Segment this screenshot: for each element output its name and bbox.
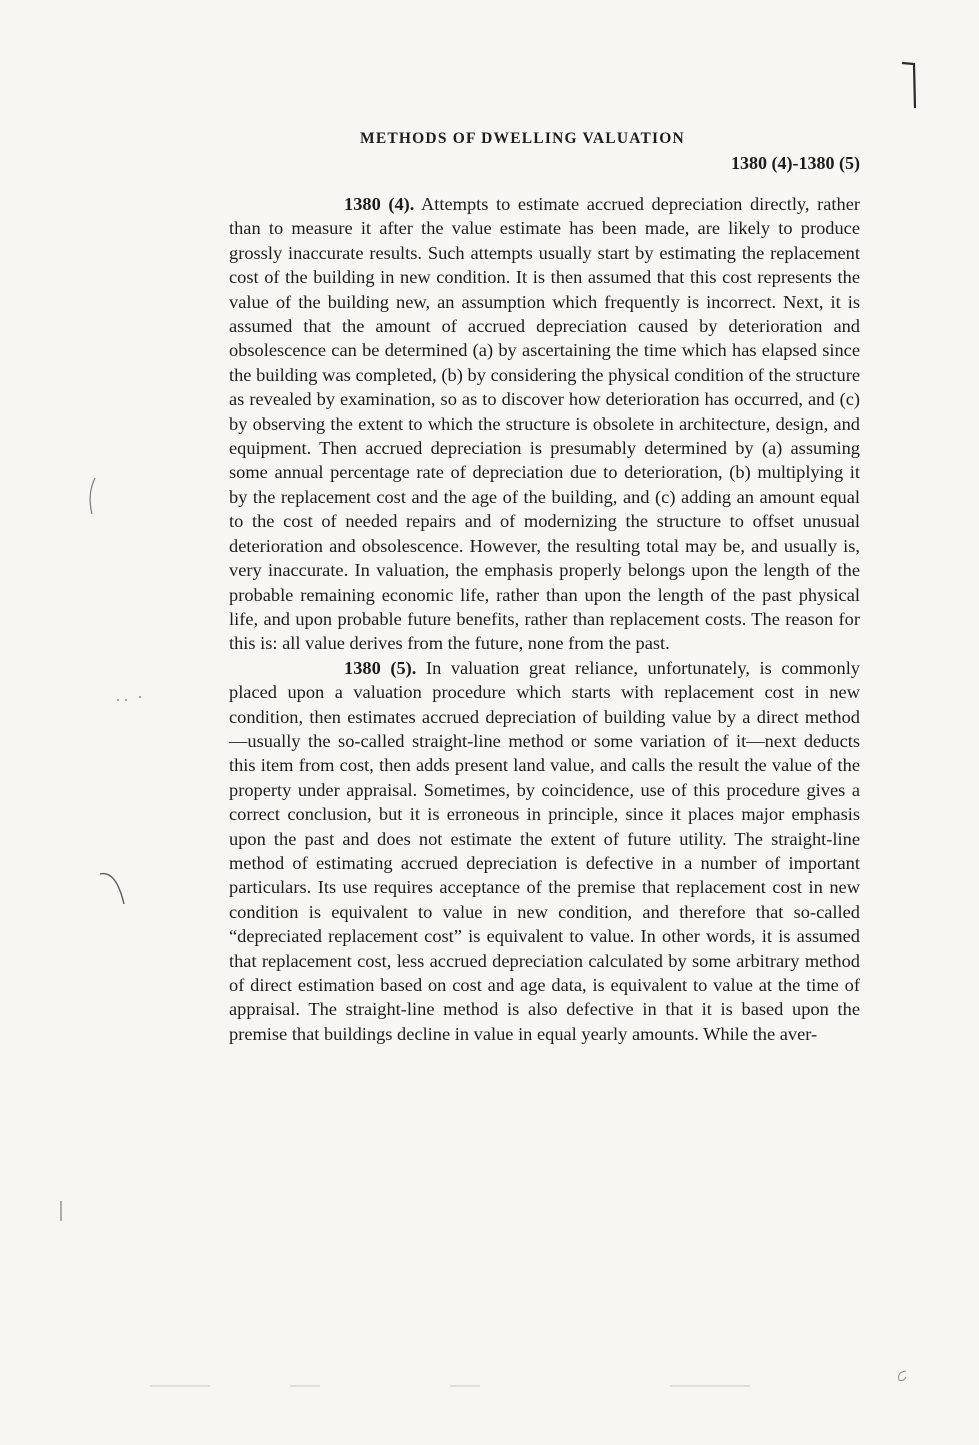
section-number: 1380 (4). [344,194,415,214]
margin-pencil-mark [58,1200,64,1222]
running-head-title: METHODS OF DWELLING VALUATION [360,130,685,147]
margin-pencil-mark [84,476,98,516]
margin-pencil-mark [98,868,128,908]
margin-dots-mark [114,694,144,704]
section-range-heading: 1380 (4)-1380 (5) [731,153,860,173]
bottom-scan-artifact [150,1384,800,1388]
section-text: In valuation great reliance, unfortunately, is commonly placed upon a valuation procedure which starts with replacement cost in new condition, then estimates accrued depreciation of building value by a direct method—usually the so-called straight-line method or some variation of it—next deducts this item from cost, then adds present land value, and calls the result the value of the property under appraisal. Sometimes, by coincidence, use of this procedure gives a correct conclusion, but it is erroneous in principle, since it places major emphasis upon the past and does not estimate the extent of future utility. The straight-line method of estimating accrued depreciation is defective in a number of important particulars. Its use requires acceptance of the premise that replacement cost in new condition is equivalent to value in new condition, and therefore that so-called “depreciated replacement cost” is equivalent to value. In other words, it is assumed that replacement cost, less accrued depreciation calculated by some arbitrary method of direct estimation based on cost and age data, is equivalent to value at the time of appraisal. The straight-line method is also defective in that it is based upon the premise that buildings decline in value in equal yearly amounts. While the aver- [229,657,860,1044]
section-paragraph-1380-5 [229,656,860,1047]
section-text: Attempts to estimate accrued depreciation directly, rather than to measure it after the value estimate has been made, are likely to produce grossly inaccurate results. Such attempts usually start by estimating the replacement cost of the building in new condition. It is then assumed that this cost represents the value of the building new, an assumption which frequently is incorrect. Next, it is assumed that the amount of accrued depreciation caused by deterioration and obsolescence can be determined (a) by ascertaining the time which has elapsed since the building was completed, (b) by considering the physical condition of the structure as revealed by examination, so as to discover how deterioration has occurred, and (c) by observing the extent to which the structure is obsolete in architecture, design, and equipment. Then accrued depreciation is presumably determined by (a) assuming some annual percentage rate of depreciation due to deterioration, (b) multiplying it by the replacement cost and the age of the building, and (c) adding an amount equal to the cost of needed repairs and of modernizing the structure to offset unusual deterioration and obsolescence. However, the resulting total may be, and usually is, very inaccurate. In valuation, the emphasis properly belongs upon the length of the probable remaining economic life, rather than upon the length of the past physical life, and upon probable future benefits, rather than replacement costs. The reason for this is: all value derives from the future, none from the past. [229,194,860,654]
body-text [229,192,860,1046]
page-corner-bracket-mark [900,60,918,110]
section-number: 1380 (5). [344,657,417,678]
section-paragraph-1380-4 [229,192,860,656]
corner-scan-mark [894,1368,910,1384]
